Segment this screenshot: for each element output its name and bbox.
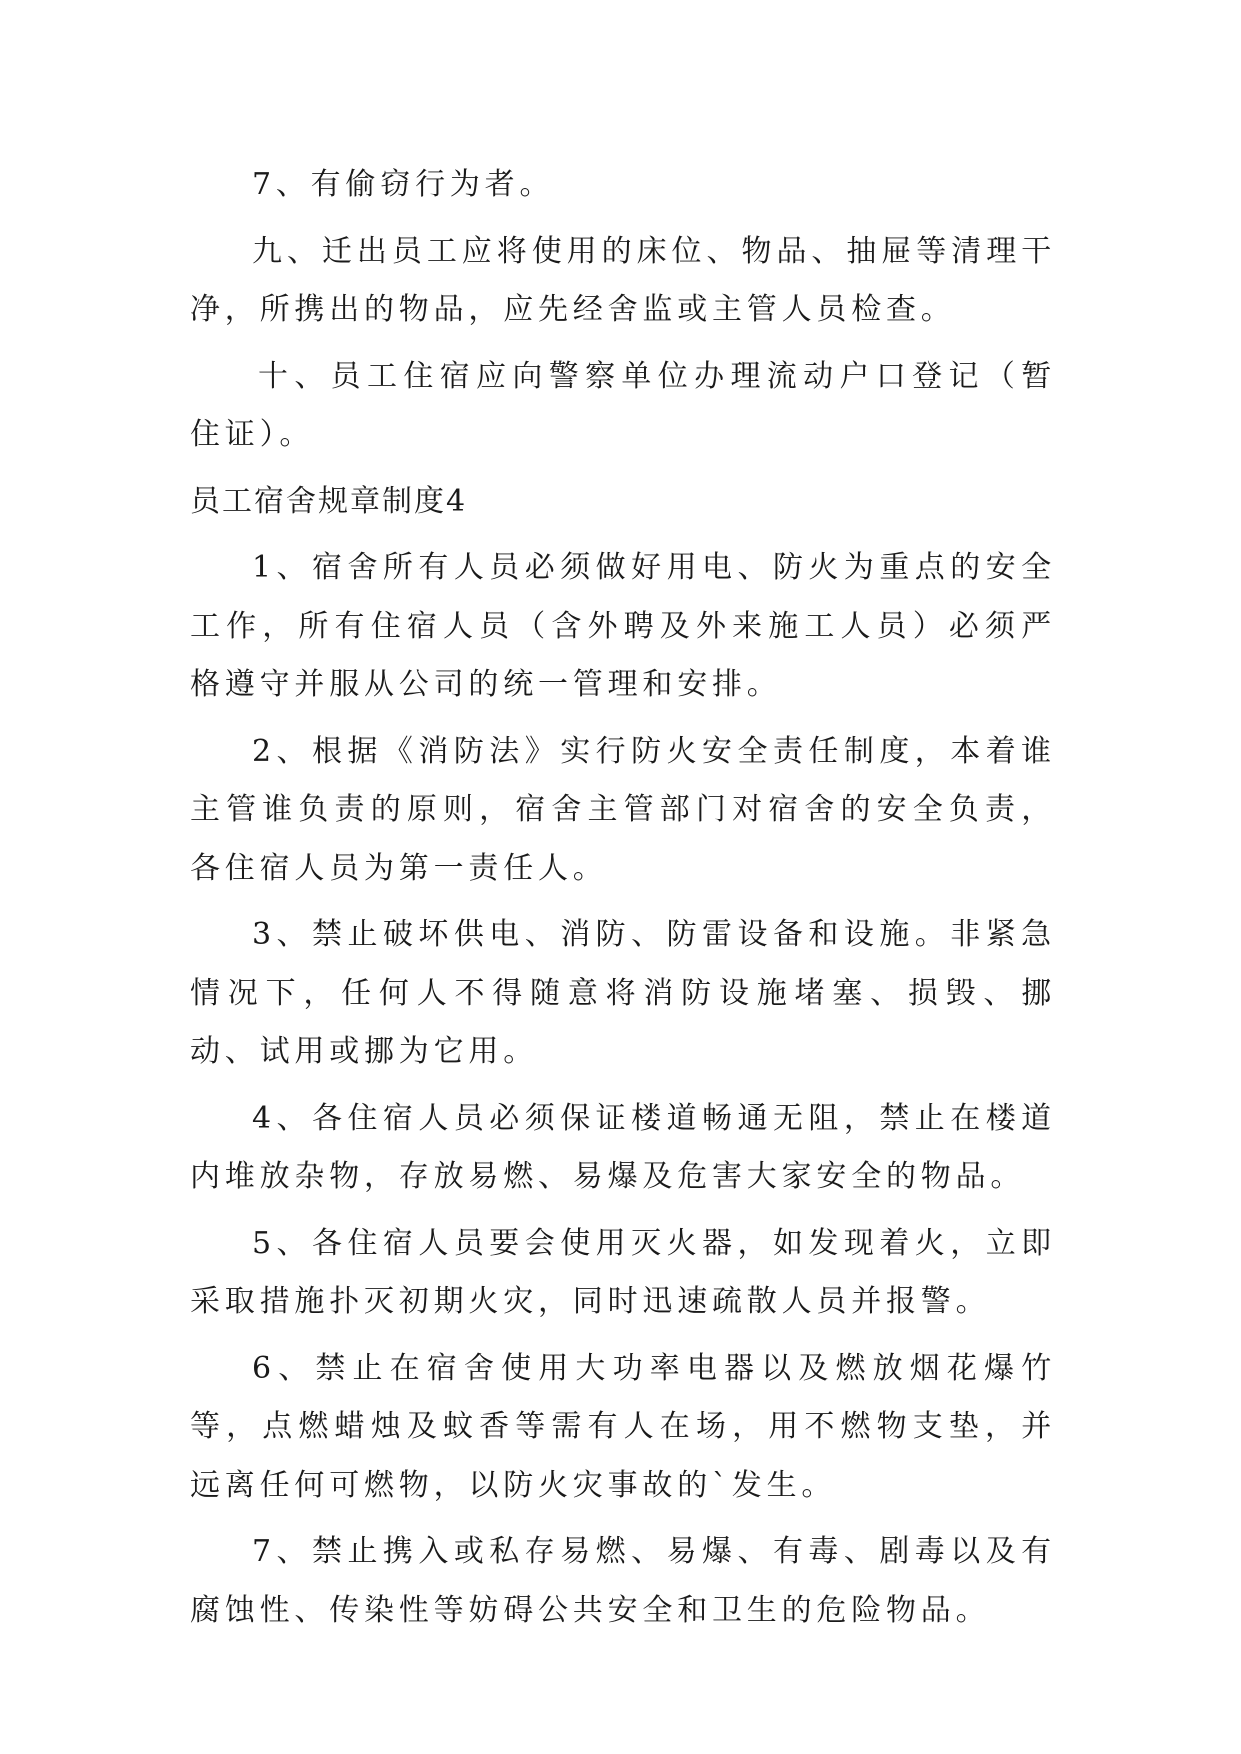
paragraph-rule-10-registration: 十、员工住宿应向警察单位办理流动户口登记（暂住证）。 bbox=[190, 358, 1056, 452]
paragraph-rule-4: 4、各住宿人员必须保证楼道畅通无阻，禁止在楼道内堆放杂物，存放易燃、易爆及危害大家安全的物品。 bbox=[190, 1100, 1056, 1194]
document-body bbox=[190, 156, 1056, 1648]
paragraph-rule-3: 3、禁止破坏供电、消防、防雷设备和设施。非紧急情况下，任何人不得随意将消防设施堵塞、损毁、挪动、试用或挪为它用。 bbox=[190, 917, 1056, 1069]
paragraph-item-7-theft: 7、有偷窃行为者。 bbox=[252, 167, 555, 202]
paragraph-rule-5: 5、各住宿人员要会使用灭火器，如发现着火，立即采取措施扑灭初期火灾，同时迅速疏散人员并报警。 bbox=[190, 1225, 1056, 1319]
paragraph-rule-7: 7、禁止携入或私存易燃、易爆、有毒、剧毒以及有腐蚀性、传染性等妨碍公共安全和卫生的危险物品。 bbox=[190, 1534, 1056, 1628]
section-heading: 员工宿舍规章制度4 bbox=[190, 483, 468, 519]
paragraph-rule-6: 6、禁止在宿舍使用大功率电器以及燃放烟花爆竹等，点燃蜡烛及蚊香等需有人在场，用不燃物支垫，并远离任何可燃物，以防火灾事故的`发生。 bbox=[190, 1350, 1056, 1503]
paragraph-rule-2: 2、根据《消防法》实行防火安全责任制度，本着谁主管谁负责的原则，宿舍主管部门对宿舍的安全负责，各住宿人员为第一责任人。 bbox=[190, 733, 1056, 886]
paragraph-rule-1: 1、宿舍所有人员必须做好用电、防火为重点的安全工作，所有住宿人员（含外聘及外来施工人员）必须严格遵守并服从公司的统一管理和安排。 bbox=[190, 550, 1056, 702]
paragraph-rule-9-move-out: 九、迁出员工应将使用的床位、物品、抽屉等清理干净，所携出的物品，应先经舍监或主管人员检查。 bbox=[190, 233, 1056, 327]
